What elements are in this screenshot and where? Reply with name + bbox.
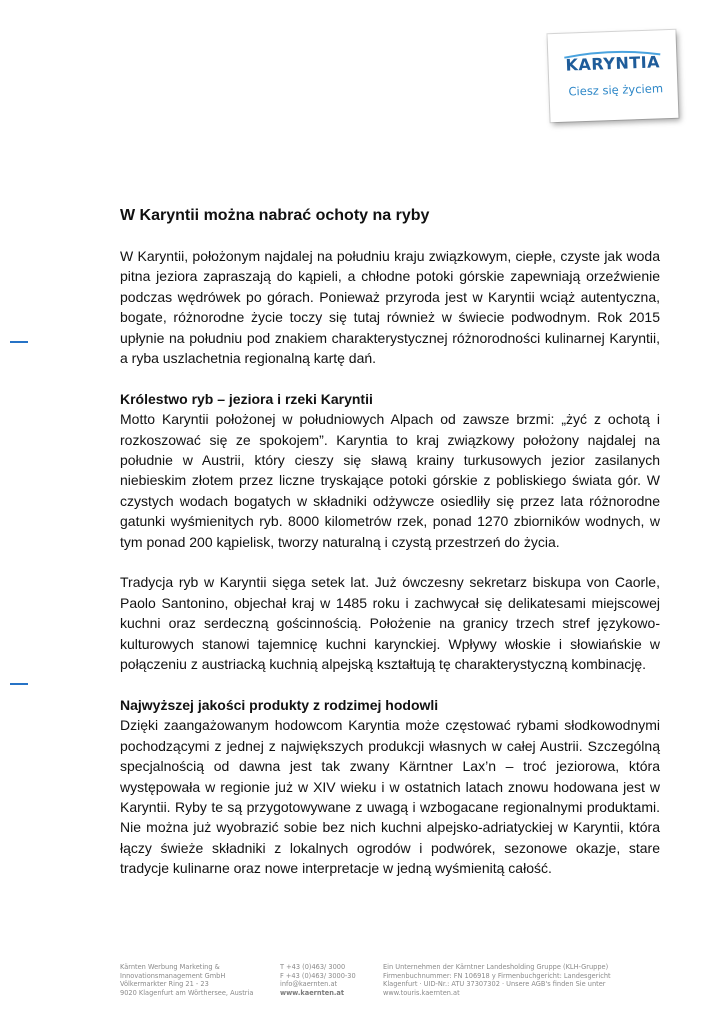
section2-paragraph: Dzięki zaangażowanym hodowcom Karyntia może częstować rybami słodkowodnymi pochodzącymi z jednej z największych produkcji własnych w całej Austrii. Szczególną specjalnością od dawna jest tak zwany Kärntner Lax’n – troć jeziorowa, która występowała w regionie już w XIV wieku i w ostatnich latach znowu hodowana jest w Karyntii. Ryby te są przygotowywane z uwagą i wzbogacane regionalnymi produktami. Nie można już wyobrazić sobie bez nich kuchni alpejsko-adriatyckiej w Karyntii, która łączy świeże składniki z lokalnych ogrodów i podwórek, sezonowe okazje, stare tradycje kulinarne oraz nowe interpretacje w jedną wyśmienitą całość. xyxy=(120,717,660,877)
footer-company-line: Innovationsmanagement GmbH xyxy=(120,971,226,980)
margin-mark-top xyxy=(10,341,28,343)
section1-heading: Królestwo ryb – jeziora i rzeki Karyntii xyxy=(120,390,373,407)
footer-website-link[interactable]: www.kaernten.at xyxy=(280,988,345,997)
section1-paragraph1: Motto Karyntii położonej w południowych Alpach od zawsze brzmi: „żyć z ochotą i rozkoszować się ze spokojem”. Karyntia to kraj związkowy położony najdalej na południe w Austrii, który cieszy się sławą krainy turkusowych jezior zasilanych niebieskim złotem przez liczne tryskające potoki górskie z pobliskiego świata gór. W czystych wodach bogatych w składniki odżywcze osiedliły się przez lata różnorodne gatunki wyśmienitych ryb. 8000 kilometrów rzek, ponad 1270 zbiorników wodnych, w tym ponad 200 kąpielisk, tworzy naturalną i czystą przestrzeń do życia. xyxy=(120,411,660,550)
footer-legal-line: Ein Unternehmen der Kärntner Landesholding Gruppe (KLH-Gruppe) xyxy=(383,963,609,971)
margin-mark-bottom xyxy=(10,683,28,685)
footer-contact xyxy=(280,963,356,997)
footer-legal xyxy=(383,963,611,997)
footer-company-line: Völkermarkter Ring 21 - 23 xyxy=(120,980,209,989)
footer-legal-line: Klagenfurt · UID-Nr.: ATU 37307302 · Unsere AGB's finden Sie unter xyxy=(383,980,606,989)
footer-company xyxy=(120,963,253,997)
footer-company-line: Kärnten Werbung Marketing & xyxy=(120,963,220,971)
footer-email-link[interactable]: info@kaernten.at xyxy=(280,980,338,989)
footer-terms-link[interactable]: www.touris.kaernten.at xyxy=(383,988,460,997)
section1-paragraph2: Tradycja ryb w Karyntii sięga setek lat. Już ówczesny sekretarz biskupa von Caorle, Paolo Santonino, objechał kraj w 1485 roku i zachwycał się delikatesami miejscowej kuchni oraz serdeczną gościnnością. Położenie na granicy trzech stref językowo-kulturowych stanowi tajemnicę kuchni karynckiej. Wpływy włoskie i słowiańskie w połączeniu z austriacką kuchnią alpejską kształtują tę charakterystyczną kombinację. xyxy=(120,574,660,673)
footer-company-line: 9020 Klagenfurt am Wörthersee, Austria xyxy=(120,988,254,997)
logo-brand-name: KARYNTIA xyxy=(565,52,661,75)
article xyxy=(120,206,660,879)
footer-fax: F +43 (0)463/ 3000-30 xyxy=(280,971,356,980)
logo-slogan: Ciesz się życiem xyxy=(568,81,664,99)
karyntia-logo-card xyxy=(548,30,679,122)
section2-heading: Najwyższej jakości produkty z rodzimej hodowli xyxy=(120,696,439,713)
intro-paragraph: W Karyntii, położonym najdalej na południu kraju związkowym, ciepłe, czyste jak woda pitna jeziora zapraszają do kąpieli, a chłodne potoki górskie zapewniają orzeźwienie podczas wędrówek po górach. Ponieważ przyroda jest w Karyntii wciąż autentyczna, bogate, różnorodne życie toczy się tutaj również w świecie podwodnym. Rok 2015 upłynie na południu pod znakiem charakterystycznej różnorodności kulinarnej Karyntii, a ryba uszlachetnia regionalną kartę dań. xyxy=(120,248,660,367)
footer-phone: T +43 (0)463/ 3000 xyxy=(280,963,346,971)
footer-legal-line: Firmenbuchnummer: FN 106918 y Firmenbuchgericht: Landesgericht xyxy=(383,971,611,980)
article-title: W Karyntii można nabrać ochoty na ryby xyxy=(120,207,430,224)
